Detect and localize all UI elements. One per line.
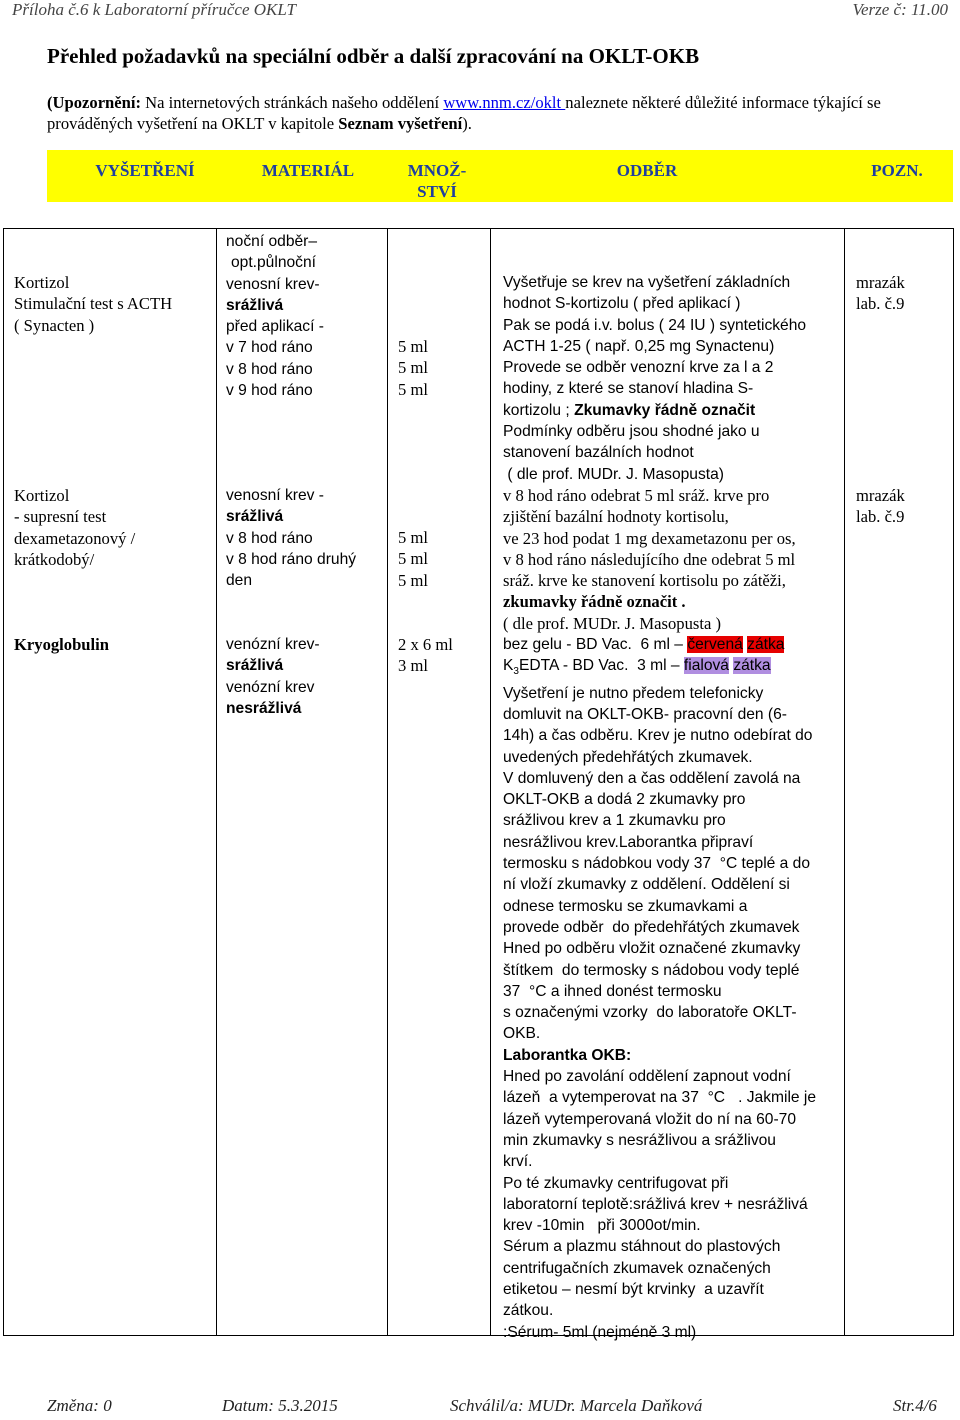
row1-vysetreni (14, 272, 214, 336)
row3-vysetreni (14, 634, 214, 655)
row3-tube-line (503, 655, 843, 682)
row3-odber-line: laboratorní teplotě:srážlivá krev + nesrážlivá (503, 1195, 808, 1213)
footer-change: Změna: 0 (47, 1396, 112, 1415)
row3-material-line: venózní krev (226, 678, 315, 696)
row1-odber-line: Provede se odběr venozní krve za l a 2 (503, 359, 774, 377)
row1-material-line: venosní krev- (226, 275, 320, 293)
row3-odber-line: lázeň vytemperovaná vložit do ní na 60-70 (503, 1110, 796, 1128)
row2-vysetreni-line: Kortizol (14, 486, 70, 505)
notice-bold: Seznam vyšetření (338, 114, 463, 133)
row3-odber-line: 37 °C a ihned donést termosku (503, 982, 722, 1000)
table-divider (216, 229, 217, 1335)
row1-material-line: v 9 hod ráno (226, 382, 313, 400)
row2-odber-line: v 8 hod ráno následujícího dne odebrat 5 ml (503, 549, 796, 569)
column-header-band (47, 150, 953, 202)
row3-mnozstvi-line: 3 ml (398, 656, 428, 676)
footer-page: Str.4/6 (893, 1396, 937, 1415)
row3-material-line: nesrážlivá (226, 699, 302, 717)
row3-tube-line (503, 634, 843, 655)
row2-material-line: srážlivá (226, 508, 284, 526)
col-header-vysetreni: VYŠETŘENÍ (95, 161, 195, 180)
row3-odber-line: s označenými vzorky do laboratoře OKLT- (503, 1004, 797, 1022)
row1-vysetreni-line: Kortizol (14, 273, 70, 292)
row3-odber-line: krví. (503, 1153, 533, 1171)
row2-material-line: venosní krev - (226, 487, 324, 504)
row2-mnozstvi (398, 527, 488, 591)
row3-odber-line: zátkou. (503, 1302, 554, 1320)
requirements-table (3, 228, 954, 1341)
tube-subscript: 3 (513, 666, 519, 678)
row2-odber-line: v 8 hod ráno odebrat 5 ml sráž. krve pro (503, 486, 770, 505)
page-footer (0, 1396, 960, 1420)
row3-odber-line: domluvit na OKLT-OKB- pracovní den (6- (503, 706, 787, 723)
row1-odber-line: hodiny, z které se stanoví hladina S- (503, 380, 754, 398)
row2-pozn (856, 485, 946, 528)
footer-date: Datum: 5.3.2015 (222, 1396, 338, 1415)
col-header-mnozstvi-1: MNOŽ- (407, 161, 467, 180)
row1-material-line: noční odběr– (226, 233, 318, 250)
row1-odber-line: ACTH 1-25 ( např. 0,25 mg Synactenu) (503, 337, 775, 355)
header-right: Verze č: 11.00 (852, 0, 948, 19)
row3-odber-line: 14h) a čas odběru. Krev je nutno odebírat do (503, 727, 813, 745)
tube-cap-label: zátka (733, 657, 771, 675)
tube-color-label: fialová (683, 657, 729, 675)
row1-vysetreni-line: Stimulační test s ACTH (14, 294, 173, 314)
row1-odber-text: kortizolu ; (503, 401, 575, 419)
row3-odber-line: OKLT-OKB a dodá 2 zkumavky pro (503, 791, 746, 809)
row3-odber-line: nesrážlivou krev.Laborantka připraví (503, 833, 754, 851)
col-header-odber: ODBĚR (616, 161, 678, 180)
tube-cap-label: zátka (747, 636, 785, 653)
row2-odber-line: ( dle prof. MUDr. J. Masopusta ) (503, 613, 721, 633)
row3-odber-line: ní vloží zkumavky z oddělení. Oddělení si (503, 876, 790, 894)
row3-odber-line: štítkem do termosky s nádobou vody teplé (503, 961, 800, 979)
row1-pozn-line: mrazák (856, 273, 905, 292)
row1-odber-line: Pak se podá i.v. bolus ( 24 IU ) syntetického (503, 316, 807, 334)
col-header-pozn: POZN. (871, 161, 923, 180)
table-divider (387, 229, 388, 1335)
row2-pozn-line: lab. č.9 (856, 507, 905, 527)
table-divider (844, 229, 845, 1335)
row3-material-line: srážlivá (226, 657, 284, 675)
row1-odber-line: hodnot S-kortizolu ( před aplikací ) (503, 295, 741, 313)
row1-odber-line: stanovení bazálních hodnot (503, 444, 694, 462)
row3-odber-line: provede odběr do předehřátých zkumavek (503, 918, 800, 936)
row1-pozn (856, 272, 946, 315)
row2-odber-line: ve 23 hod podat 1 mg dexametazonu per os, (503, 528, 796, 548)
row3-mnozstvi (398, 634, 488, 677)
row1-material-line: opt.půlnoční (231, 254, 316, 272)
row3-odber-line: Hned po odběru vložit označené zkumavky (503, 940, 801, 958)
row1-material-line: srážlivá (226, 296, 284, 314)
row1-odber-line: Podmínky odběru jsou shodné jako u (503, 423, 760, 441)
notice-suffix: ). (462, 114, 472, 133)
row1-mnozstvi-line: 5 ml (398, 337, 428, 356)
row2-material-line: v 8 hod ráno (226, 529, 313, 547)
row2-odber-line: zjištění bazální hodnoty kortisolu, (503, 507, 729, 527)
row1-material-line: v 8 hod ráno (226, 360, 313, 378)
row2-mnozstvi-line: 5 ml (398, 549, 428, 569)
tube-color-label: červená (687, 636, 743, 653)
row3-vysetreni-line: Kryoglobulin (14, 635, 109, 654)
row3-odber-line: V domluvený den a čas oddělení zavolá na (503, 769, 801, 787)
row2-material-line: v 8 hod ráno druhý (226, 550, 357, 568)
row3-odber-line: centrifugačních zkumavek označených (503, 1259, 771, 1277)
row3-material (226, 634, 386, 719)
row2-odber-line: sráž. krve ke stanovení kortisolu po zátěži, (503, 571, 786, 591)
row1-material-line: v 7 hod ráno (226, 339, 313, 357)
row1-mnozstvi (398, 336, 488, 400)
row3-odber-line: Sérum a plazmu stáhnout do plastových (503, 1238, 781, 1256)
row2-pozn-line: mrazák (856, 486, 905, 505)
row1-odber-line: ( dle prof. MUDr. J. Masopusta) (503, 465, 724, 483)
footer-approved: Schválil/a: MUDr. Marcela Daňková (450, 1396, 703, 1415)
row3-odber-line: lázeň a vytemperovat na 37 °C . Jakmile je (503, 1089, 817, 1107)
row3-odber-line: Laborantka OKB: (503, 1046, 632, 1064)
row2-mnozstvi-line: 5 ml (398, 570, 428, 590)
row2-vysetreni-line: dexametazonový / (14, 528, 136, 548)
notice-text2: naleznete některé důležité informace týkající se prováděných vyšetření na OKLT v kapitole (47, 93, 881, 133)
table-divider (490, 229, 491, 1335)
row2-mnozstvi-line: 5 ml (398, 528, 428, 547)
row1-odber-emphasis: Zkumavky řádně označit (574, 401, 756, 419)
row3-odber-line: termosku s nádobkou vody 37 °C teplé a do (503, 855, 811, 873)
page-header (12, 0, 948, 22)
row3-odber-line: Hned po zavolání oddělení zapnout vodní (503, 1068, 791, 1086)
notice (47, 92, 952, 134)
row2-vysetreni (14, 485, 214, 570)
row3-odber (503, 634, 843, 1343)
row2-odber (503, 485, 843, 634)
row1-pozn-line: lab. č.9 (856, 294, 905, 314)
row3-odber-line: etiketou – nesmí být krvinky a uzavřít (503, 1281, 764, 1299)
row2-material-line: den (226, 572, 253, 590)
row1-vysetreni-line: ( Synacten ) (14, 315, 95, 335)
row3-odber-line: odnese termosku se zkumavkami a (503, 897, 748, 915)
row3-odber-line: Po té zkumavky centrifugovat při (503, 1174, 729, 1192)
row2-odber-line: zkumavky řádně označit . (503, 592, 686, 612)
row3-odber-line: OKB. (503, 1025, 541, 1043)
tube-text: bez gelu - BD Vac. 6 ml – (503, 636, 688, 653)
notice-prefix: (Upozornění: (47, 93, 142, 112)
row3-odber-line: Vyšetření je nutno předem telefonicky (503, 684, 764, 702)
row3-odber-line: uvedených předehřátých zkumavek. (503, 748, 753, 766)
row1-mnozstvi-line: 5 ml (398, 358, 428, 378)
row1-material-line: před aplikací - (226, 318, 324, 336)
col-header-mnozstvi-2: STVÍ (417, 182, 457, 201)
notice-text1: Na internetových stránkách našeho oddělení (141, 93, 444, 112)
row3-odber-line: krev -10min při 3000ot/min. (503, 1217, 701, 1235)
row3-material-line: venózní krev- (226, 636, 320, 653)
row1-odber-line: Vyšetřuje se krev na vyšetření základních (503, 274, 791, 291)
row1-odber-line (503, 400, 843, 421)
row3-mnozstvi-line: 2 x 6 ml (398, 635, 453, 654)
row3-odber-line: srážlivou krev a 1 zkumavku pro (503, 812, 726, 830)
row2-vysetreni-line: krátkodobý/ (14, 549, 95, 569)
row1-mnozstvi-line: 5 ml (398, 379, 428, 399)
notice-link[interactable]: www.nnm.cz/oklt (443, 93, 566, 112)
row1-material (226, 231, 386, 401)
row2-material (226, 485, 386, 591)
tube-text: K (503, 657, 514, 675)
header-left: Příloha č.6 k Laboratorní příručce OKLT (12, 0, 296, 19)
col-header-material: MATERIÁL (261, 161, 355, 180)
row3-odber-line: :Sérum- 5ml (nejméně 3 ml) (503, 1323, 697, 1341)
tube-text: EDTA - BD Vac. 3 ml – (518, 657, 684, 675)
row3-odber-line: min zkumavky s nesrážlivou a srážlivou (503, 1131, 776, 1149)
row2-vysetreni-line: - supresní test (14, 507, 107, 527)
row1-odber (503, 272, 843, 485)
document-title: Přehled požadavků na speciální odběr a další zpracování na OKLT-OKB (47, 44, 700, 68)
